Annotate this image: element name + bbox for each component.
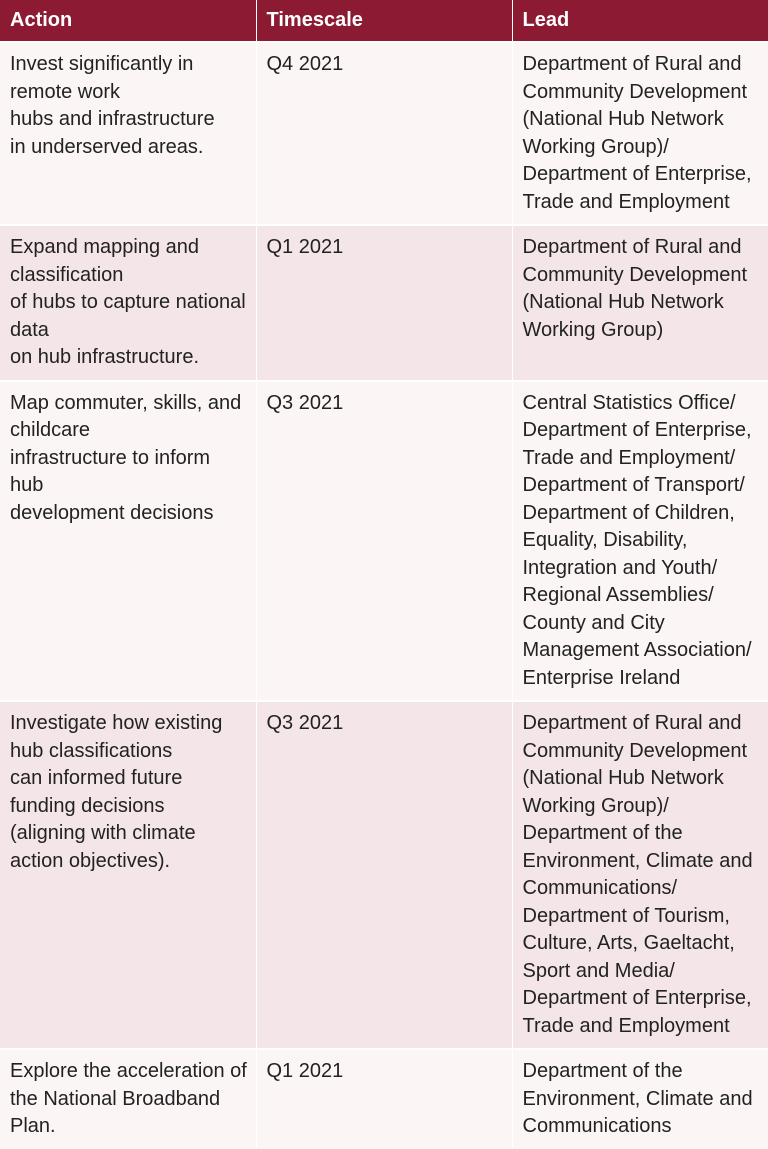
action-line: (aligning with climate: [10, 822, 196, 844]
lead-line: Central Statistics Office/: [522, 391, 736, 414]
lead-line: Department of Tourism,: [522, 904, 730, 927]
lead-cell: [512, 42, 768, 225]
lead-line: Department of the: [522, 1060, 683, 1082]
header-timescale: Timescale: [256, 0, 512, 42]
action-line: funding decisions: [10, 794, 165, 817]
lead-line: Working Group)/: [522, 794, 669, 817]
timescale-cell: Q4 2021: [256, 42, 512, 225]
lead-line: Community Development: [522, 80, 748, 103]
action-line: classification: [10, 263, 124, 286]
lead-line: Communications/: [522, 877, 678, 899]
action-cell: [0, 42, 256, 225]
action-cell: [0, 225, 256, 381]
lead-line: (National Hub Network: [522, 767, 724, 789]
timescale-cell: Q3 2021: [256, 701, 512, 1049]
lead-line: (National Hub Network: [522, 291, 724, 313]
timescale-cell: Q1 2021: [256, 225, 512, 381]
lead-line: Department of Rural and: [522, 712, 742, 734]
action-line: action objectives).: [10, 849, 171, 872]
lead-cell: [512, 701, 768, 1049]
lead-line: Trade and Employment/: [522, 446, 736, 469]
action-line: remote work: [10, 80, 121, 103]
lead-line: Environment, Climate and: [522, 1087, 753, 1110]
action-line: of hubs to capture national: [10, 291, 246, 313]
action-line: Expand mapping and: [10, 236, 200, 258]
timescale-cell: Q3 2021: [256, 381, 512, 702]
table-header-row: [0, 0, 768, 42]
lead-line: Working Group): [522, 318, 664, 341]
action-cell: [0, 1049, 256, 1149]
action-line: the National Broadband: [10, 1087, 221, 1110]
action-line: hubs and infrastructure: [10, 108, 215, 130]
lead-line: Sport and Media/: [522, 959, 675, 982]
lead-line: Department of Rural and: [522, 53, 742, 75]
header-action: Action: [0, 0, 256, 42]
lead-line: Department of Children,: [522, 501, 735, 524]
action-line: hub: [10, 474, 44, 496]
action-cell: [0, 381, 256, 702]
lead-line: Enterprise Ireland: [522, 666, 681, 689]
lead-line: Culture, Arts, Gaeltacht,: [522, 932, 735, 954]
table-row: [0, 381, 768, 702]
lead-line: Trade and Employment: [522, 1014, 730, 1037]
action-line: Invest significantly in: [10, 53, 194, 75]
lead-line: Department of Transport/: [522, 474, 745, 496]
lead-line: County and City: [522, 611, 665, 634]
action-cell: [0, 701, 256, 1049]
lead-line: Department of the: [522, 822, 683, 844]
action-line: hub classifications: [10, 739, 173, 762]
table-row: [0, 42, 768, 225]
lead-line: Department of Enterprise,: [522, 163, 752, 185]
header-lead: Lead: [522, 9, 570, 31]
action-line: data: [10, 318, 49, 341]
action-line: on hub infrastructure.: [10, 346, 199, 368]
timescale-cell: Q1 2021: [256, 1049, 512, 1149]
action-line: can informed future: [10, 767, 183, 789]
action-line: Map commuter, skills, and: [10, 391, 242, 414]
lead-line: Department of Enterprise,: [522, 987, 752, 1009]
action-line: in underserved areas.: [10, 135, 204, 158]
action-line: development decisions: [10, 501, 214, 524]
lead-line: Regional Assemblies/: [522, 584, 714, 606]
action-line: childcare: [10, 419, 91, 441]
lead-line: Department of Rural and: [522, 236, 742, 258]
lead-cell: [512, 381, 768, 702]
lead-line: Working Group)/: [522, 135, 669, 158]
lead-line: Department of Enterprise,: [522, 419, 752, 441]
lead-line: Integration and Youth/: [522, 556, 718, 579]
lead-line: Management Association/: [522, 639, 752, 661]
lead-cell: [512, 1049, 768, 1149]
lead-line: Community Development: [522, 739, 748, 762]
lead-line: (National Hub Network: [522, 108, 724, 130]
lead-line: Environment, Climate and: [522, 849, 753, 872]
table-row: [0, 701, 768, 1049]
table-row: [0, 225, 768, 381]
lead-line: Communications: [522, 1115, 672, 1137]
action-line: Plan.: [10, 1115, 56, 1137]
lead-cell: [512, 225, 768, 381]
action-line: Explore the acceleration of: [10, 1060, 247, 1082]
lead-line: Equality, Disability,: [522, 529, 688, 551]
action-line: infrastructure to inform: [10, 446, 211, 469]
lead-line: Community Development: [522, 263, 748, 286]
table-row: [0, 1049, 768, 1149]
action-line: Investigate how existing: [10, 712, 223, 734]
lead-line: Trade and Employment: [522, 190, 730, 213]
